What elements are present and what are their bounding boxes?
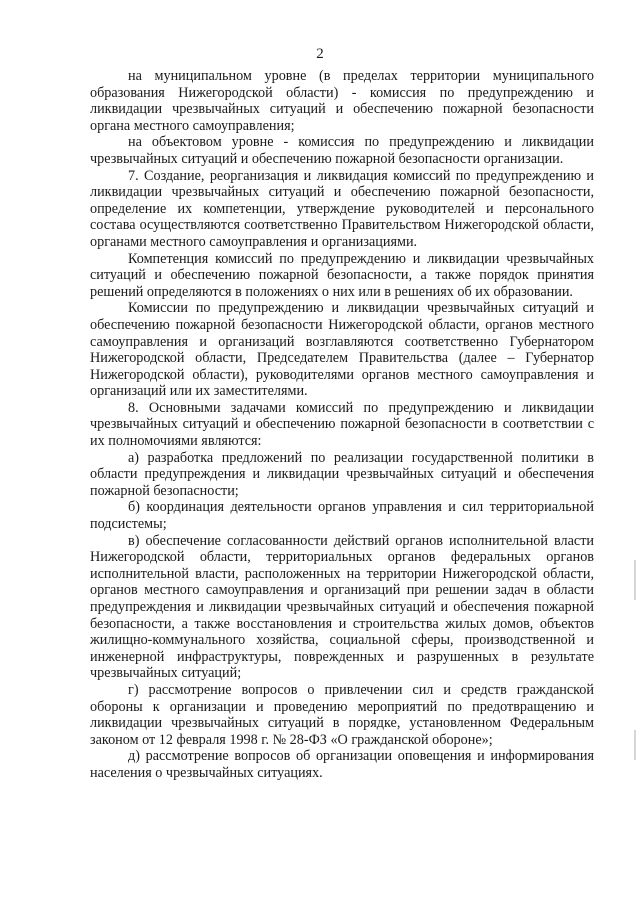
paragraph-item-8d: д) рассмотрение вопросов об организации оповещения и информирования населения о чрезвычайных ситуациях. bbox=[90, 748, 594, 781]
paragraph-competence: Компетенция комиссий по предупреждению и ликвидации чрезвычайных ситуаций и обеспечению пожарной безопасности, а также порядок принятия решений определяются в положениях о них или в решениях об их образовании. bbox=[90, 250, 594, 300]
paragraph-item-8b: б) координация деятельности органов управления и сил территориальной подсистемы; bbox=[90, 499, 594, 533]
scan-edge-mark bbox=[634, 560, 636, 600]
paragraph-item-8: 8. Основными задачами комиссий по предупреждению и ликвидации чрезвычайных ситуаций и обеспечению пожарной безопасности в соответствии с их полномочиями являются: bbox=[90, 399, 594, 450]
document-body bbox=[90, 68, 594, 782]
paragraph-item-8g: г) рассмотрение вопросов о привлечении сил и средств гражданской обороны к организации и проведению мероприятий по предотвращению и ликвидации чрезвычайных ситуаций в порядке, установленном Федеральным законом от 12 февраля 1998 г. № 28-ФЗ «О гражданской обороне»; bbox=[90, 681, 594, 748]
paragraph-item-8a: а) разработка предложений по реализации государственной политики в области предупреждения и ликвидации чрезвычайных ситуаций и обеспечения пожарной безопасности; bbox=[90, 449, 594, 499]
page-number: 2 bbox=[316, 46, 324, 62]
paragraph-item-8v: в) обеспечение согласованности действий органов исполнительной власти Нижегородской области, территориальных органов федеральных органов исполнительной власти, расположенных на территории Нижегородской области, органов местного самоуправления и организаций при решении задач в области предупреждения и ликвидации чрезвычайных ситуаций и обеспечения пожарной безопасности, а также восстановления и строительства жилых домов, объектов жилищно-коммунального хозяйства, социальной сферы, производственной и инженерной инфраструктуры, поврежденных и разрушенных в результате чрезвычайных ситуаций; bbox=[90, 532, 594, 682]
scan-edge-mark bbox=[634, 730, 636, 760]
paragraph-object-level: на объектовом уровне - комиссия по предупреждению и ликвидации чрезвычайных ситуаций и обеспечению пожарной безопасности организации. bbox=[90, 134, 594, 167]
paragraph-commission-heads: Комиссии по предупреждению и ликвидации чрезвычайных ситуаций и обеспечению пожарной безопасности Нижегородской области, органов местного самоуправления и организаций возглавляются соответственно Губернатором Нижегородской области, Председателем Правительства (далее – Губернатор Нижегородской области), руководителями органов местного самоуправления и организаций или их заместителями. bbox=[90, 300, 594, 400]
paragraph-item-7: 7. Создание, реорганизация и ликвидация комиссий по предупреждению и ликвидации чрезвычайных ситуаций и обеспечению пожарной безопасности, определение их компетенции, утверждение руководителей и персонального состава осуществляются соответственно Правительством Нижегородской области, органами местного самоуправления и организациями. bbox=[90, 167, 594, 250]
paragraph-municipal-level: на муниципальном уровне (в пределах территории муниципального образования Нижегородской области) - комиссия по предупреждению и ликвидации чрезвычайных ситуаций и обеспечению пожарной безопасности органа местного самоуправления; bbox=[90, 68, 594, 134]
